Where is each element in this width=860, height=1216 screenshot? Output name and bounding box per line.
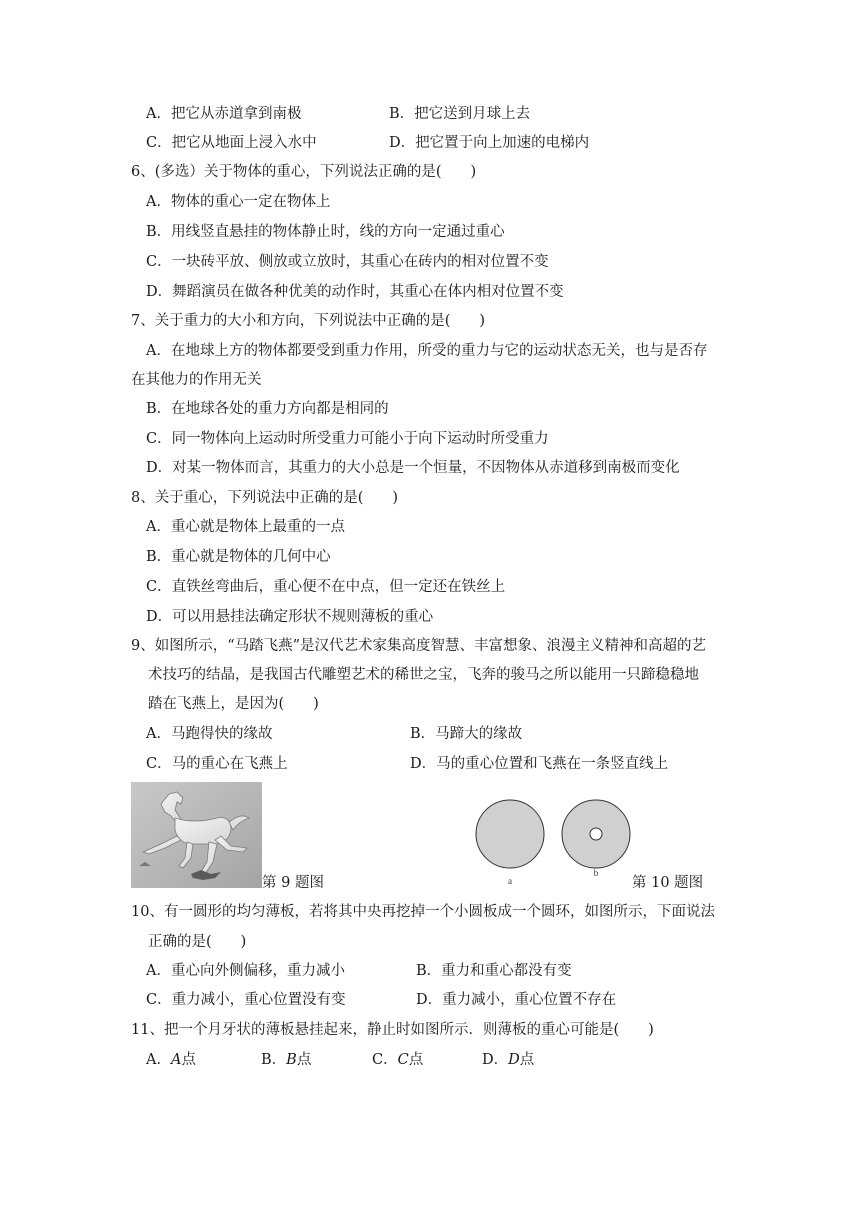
q10-option-d: D．重力减小，重心位置不存在 [416, 992, 617, 1008]
q11-option-c: C．C点 [372, 1052, 424, 1068]
q11-stem: 11、把一个月牙状的薄板悬挂起来，静止时如图所示．则薄板的重心可能是( ) [131, 1022, 654, 1038]
q10-option-b: B．重力和重心都没有变 [416, 963, 572, 979]
q8-option-a: A．重心就是物体上最重的一点 [146, 519, 345, 535]
q8-stem: 8、关于重心，下列说法中正确的是( ) [131, 490, 399, 506]
q5-option-d: D．把它置于向上加速的电梯内 [389, 135, 590, 151]
q10-stem-line2: 正确的是( ) [148, 934, 247, 950]
q7-stem: 7、关于重力的大小和方向，下列说法中正确的是( ) [131, 313, 486, 329]
q7-option-c: C．同一物体向上运动时所受重力可能小于向下运动时所受重力 [146, 431, 549, 447]
q9-option-d: D．马的重心位置和飞燕在一条竖直线上 [410, 756, 669, 772]
fig9-caption: 第 9 题图 [262, 875, 324, 891]
q11-option-a: A．A点 [146, 1052, 196, 1068]
q9-option-b: B．马蹄大的缘故 [410, 726, 523, 742]
q10-stem-line1: 10、有一圆形的均匀薄板，若将其中央再挖掉一个小圆板成一个圆环，如图所示，下面说法 [131, 904, 715, 920]
fig10-label-b: b [593, 868, 599, 878]
q6-option-d: D．舞蹈演员在做各种优美的动作时，其重心在体内相对位置不变 [146, 284, 564, 300]
q6-option-b: B．用线竖直悬挂的物体静止时，线的方向一定通过重心 [146, 224, 505, 240]
q9-stem-line3: 踏在飞燕上，是因为( ) [148, 696, 319, 712]
q8-option-b: B．重心就是物体的几何中心 [146, 549, 331, 565]
q10-option-c: C．重力减小，重心位置没有变 [146, 992, 346, 1008]
horse-statue-image [131, 782, 262, 888]
q7-option-d: D．对某一物体而言，其重力的大小总是一个恒量，不因物体从赤道移到南极而变化 [146, 460, 680, 476]
q6-option-a: A．物体的重心一定在物体上 [146, 194, 331, 210]
q8-option-d: D．可以用悬挂法确定形状不规则薄板的重心 [146, 609, 434, 625]
q11-option-b: B．B点 [261, 1052, 312, 1068]
q7-option-a-line1: A．在地球上方的物体都要受到重力作用，所受的重力与它的运动状态无关，也与是否存 [146, 343, 708, 359]
q9-option-a: A．马跑得快的缘故 [146, 726, 273, 742]
q5-option-a: A．把它从赤道拿到南极 [146, 106, 302, 122]
fig10-caption: 第 10 题图 [632, 875, 704, 891]
q8-option-c: C．直铁丝弯曲后，重心便不在中点，但一定还在铁丝上 [146, 579, 506, 595]
q10-option-a: A．重心向外侧偏移，重力减小 [146, 963, 345, 979]
disc-and-ring-figure [470, 796, 640, 888]
q5-option-b: B．把它送到月球上去 [389, 106, 531, 122]
q7-option-b: B．在地球各处的重力方向都是相同的 [146, 401, 389, 417]
q9-stem-line2: 术技巧的结晶，是我国古代雕塑艺术的稀世之宝，飞奔的骏马之所以能用一只蹄稳稳地 [148, 667, 699, 683]
q5-option-c: C．把它从地面上浸入水中 [146, 135, 317, 151]
fig10-label-a: a [508, 876, 512, 886]
ring-hole-shape [590, 828, 602, 840]
q6-option-c: C．一块砖平放、侧放或立放时，其重心在砖内的相对位置不变 [146, 254, 549, 270]
q7-option-a-line2: 在其他力的作用无关 [131, 372, 262, 388]
solid-disc-shape [476, 800, 544, 868]
q11-option-d: D．D点 [482, 1052, 535, 1068]
q9-option-c: C．马的重心在飞燕上 [146, 756, 288, 772]
q9-stem-line1: 9、如图所示，“马踏飞燕”是汉代艺术家集高度智慧、丰富想象、浪漫主义精神和高超的艺 [131, 638, 707, 654]
q6-stem: 6、(多选）关于物体的重心，下列说法正确的是( ) [131, 164, 477, 180]
